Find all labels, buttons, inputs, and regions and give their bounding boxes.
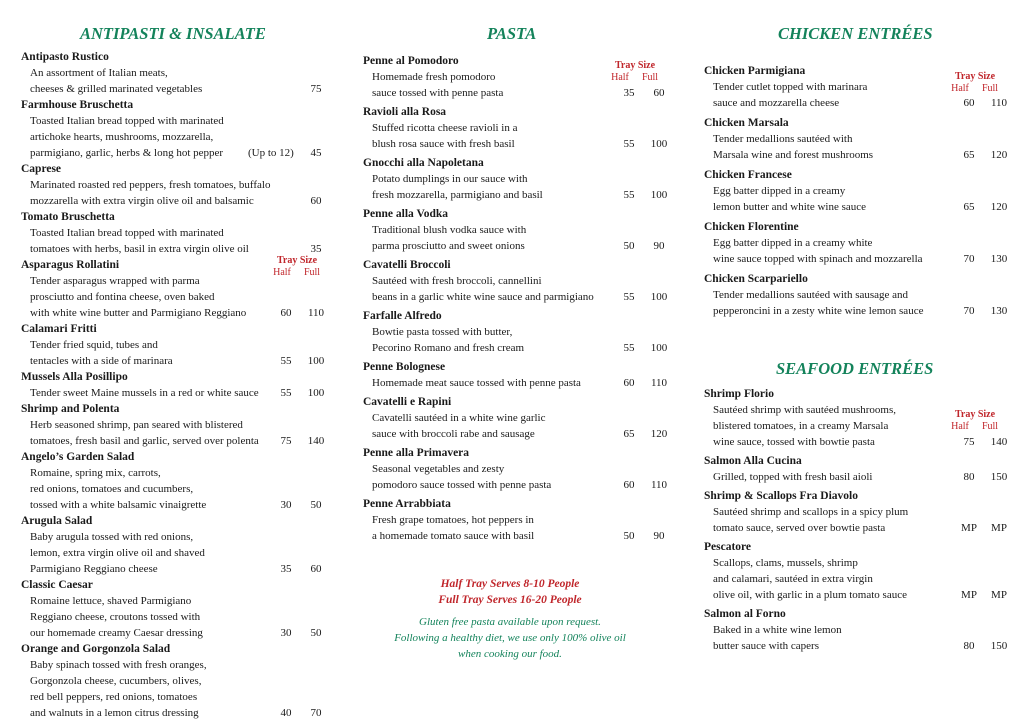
menu-item-description-line <box>21 241 336 257</box>
menu-item-description: Sautéed with fresh broccoli, cannellini <box>372 275 542 287</box>
menu-item-description: Potato dumplings in our sauce with <box>372 173 528 185</box>
menu-item-description-line <box>21 417 336 433</box>
menu-item-description-line <box>363 238 678 254</box>
menu-item <box>704 220 1019 267</box>
menu-item <box>363 360 678 391</box>
menu-item-description-line <box>21 529 336 545</box>
menu-item <box>704 540 1019 603</box>
menu-item-description: beans in a garlic white wine sauce and parmigiano <box>372 291 594 303</box>
half-tray-price: 40 <box>280 707 292 719</box>
half-tray-price: MP <box>961 589 977 601</box>
menu-item <box>363 207 678 254</box>
menu-item-description-line <box>704 402 1019 418</box>
menu-item-description: Traditional blush vodka sauce with <box>372 224 527 236</box>
menu-item-description-line <box>363 136 678 152</box>
menu-item-description-line <box>704 504 1019 520</box>
seafood-heading: SEAFOOD ENTRÉES <box>776 359 934 378</box>
menu-item-name: Angelo’s Garden Salad <box>21 451 135 463</box>
menu-item-description: artichoke hearts, mushrooms, mozzarella, <box>30 131 214 143</box>
menu-item-description: pomodoro sauce tossed with penne pasta <box>372 479 552 491</box>
half-tray-price: 55 <box>623 291 635 303</box>
menu-item-description-line <box>363 69 678 85</box>
full-tray-price: 50 <box>310 499 322 511</box>
menu-item-name: Calamari Fritti <box>21 323 97 335</box>
menu-item-description: Homemade fresh pomodoro <box>372 71 496 83</box>
full-tray-price: 150 <box>990 471 1008 483</box>
menu-item <box>363 156 678 203</box>
menu-item-description: Tender medallions sautéed with <box>713 133 853 145</box>
menu-item-description-line <box>21 193 336 209</box>
full-tray-price: 130 <box>990 253 1008 265</box>
full-tray-price: 90 <box>653 240 665 252</box>
tray-size-label: Tray Size <box>954 71 996 82</box>
half-tray-serves: Half Tray Serves 8-10 People <box>440 578 580 590</box>
menu-item-description-line <box>363 461 678 477</box>
menu-item-description: and walnuts in a lemon citrus dressing <box>30 707 199 719</box>
menu-item-description-line <box>363 375 678 391</box>
full-tray-serves: Full Tray Serves 16-20 People <box>438 594 582 606</box>
menu-item-description-line <box>21 561 336 577</box>
menu-item-description: Sautéed shrimp and scallops in a spicy plum <box>713 506 909 518</box>
full-label: Full <box>981 82 999 94</box>
menu-item-description: Bowtie pasta tossed with butter, <box>372 326 513 338</box>
menu-item-name: Chicken Francese <box>704 169 792 181</box>
antipasti-column <box>0 0 340 719</box>
half-tray-price: 55 <box>623 342 635 354</box>
full-label: Full <box>981 420 999 432</box>
menu-item-description: Tender medallions sautéed with sausage and <box>713 289 909 301</box>
menu-item <box>704 64 1019 111</box>
menu-item-name: Penne alla Primavera <box>363 447 470 459</box>
menu-item-description-line <box>704 131 1019 147</box>
menu-item <box>363 54 678 101</box>
menu-item-description-line <box>21 385 336 401</box>
menu-item-name: Classic Caesar <box>21 579 93 591</box>
half-tray-price: MP <box>961 522 977 534</box>
menu-item <box>21 642 336 721</box>
menu-item-description: tomatoes, fresh basil and garlic, served over polenta <box>30 435 259 447</box>
full-tray-price: 70 <box>310 707 322 719</box>
menu-item-description: sauce with broccoli rabe and sausage <box>372 428 535 440</box>
menu-item-name: Cavatelli e Rapini <box>363 396 452 408</box>
chicken-heading: CHICKEN ENTRÉES <box>778 24 933 43</box>
full-tray-price: MP <box>991 589 1007 601</box>
menu-item <box>704 607 1019 654</box>
menu-item-description-line <box>704 520 1019 536</box>
half-tray-price: 55 <box>623 138 635 150</box>
menu-item-name: Penne al Pomodoro <box>363 55 459 67</box>
menu-item-description: Toasted Italian bread topped with marinated <box>30 227 224 239</box>
menu-item-description: tomato sauce, served over bowtie pasta <box>713 522 886 534</box>
menu-item-description: Toasted Italian bread topped with marinated <box>30 115 224 127</box>
menu-item-description: lemon, extra virgin olive oil and shaved <box>30 547 205 559</box>
menu-item-description: Marinated roasted red peppers, fresh tomatoes, buffalo <box>30 179 271 191</box>
entrees-column <box>680 0 1024 683</box>
menu-item-description-line <box>704 235 1019 251</box>
half-tray-price: 55 <box>280 387 292 399</box>
menu-item-description: mozzarella with extra virgin olive oil and balsamic <box>30 195 254 207</box>
menu-item-description-line <box>363 426 678 442</box>
menu-item-description-line <box>21 337 336 353</box>
menu-item-description-line <box>704 95 1019 111</box>
menu-item-description: olive oil, with garlic in a plum tomato sauce <box>713 589 907 601</box>
half-tray-price: 60 <box>623 479 635 491</box>
menu-item-name: Chicken Scarpariello <box>704 273 808 285</box>
full-tray-price: 50 <box>310 627 322 639</box>
menu-item <box>363 105 678 152</box>
menu-item-description-line <box>704 251 1019 267</box>
menu-item-description: Tender fried squid, tubes and <box>30 339 158 351</box>
half-tray-price: 65 <box>963 149 975 161</box>
cooking-note: when cooking our food. <box>458 648 562 660</box>
menu-item-description: prosciutto and fontina cheese, oven baked <box>30 291 215 303</box>
menu-item-description: Egg batter dipped in a creamy <box>713 185 846 197</box>
antipasti-list <box>21 50 336 722</box>
half-tray-price: 80 <box>963 640 975 652</box>
menu-item-description: tentacles with a side of marinara <box>30 355 173 367</box>
menu-item-description-line <box>21 433 336 449</box>
half-tray-price: 70 <box>963 305 975 317</box>
full-tray-price: 45 <box>310 147 322 159</box>
menu-item-name: Cavatelli Broccoli <box>363 259 451 271</box>
menu-item <box>21 210 336 257</box>
menu-item-description-line <box>363 120 678 136</box>
half-tray-price: 30 <box>280 627 292 639</box>
pasta-list <box>363 54 678 548</box>
menu-item <box>21 98 336 161</box>
menu-item-description: blistered tomatoes, in a creamy Marsala <box>713 420 889 432</box>
half-tray-price: 35 <box>623 87 635 99</box>
menu-item-description-line <box>21 497 336 513</box>
menu-item-description: Baby spinach tossed with fresh oranges, <box>30 659 207 671</box>
menu-item-description-line <box>21 609 336 625</box>
menu-item-name: Penne Bolognese <box>363 361 446 373</box>
menu-item <box>704 387 1019 450</box>
menu-item <box>21 370 336 401</box>
menu-item-description-line <box>704 79 1019 95</box>
menu-item-description: Seasonal vegetables and zesty <box>372 463 505 475</box>
tray-size-label: Tray Size <box>614 60 656 71</box>
menu-item-description-line <box>363 187 678 203</box>
menu-item-name: Asparagus Rollatini <box>21 259 120 271</box>
menu-item-name: Arugula Salad <box>21 515 93 527</box>
menu-item-description-line <box>363 85 678 101</box>
menu-item-description-line <box>704 418 1019 434</box>
half-tray-price: 55 <box>623 189 635 201</box>
menu-item-description: sauce and mozzarella cheese <box>713 97 840 109</box>
menu-item-name: Farmhouse Bruschetta <box>21 99 134 111</box>
menu-item-description: red bell peppers, red onions, tomatoes <box>30 691 198 703</box>
full-tray-price: 90 <box>653 530 665 542</box>
full-tray-price: 120 <box>650 428 668 440</box>
menu-item-description: with white wine butter and Parmigiano Reggiano <box>30 307 247 319</box>
tray-size-label: Tray Size <box>276 255 318 266</box>
menu-item-description: Homemade meat sauce tossed with penne pasta <box>372 377 581 389</box>
full-tray-price: 60 <box>310 563 322 575</box>
full-tray-price: 110 <box>650 479 668 491</box>
menu-item-description-line <box>21 113 336 129</box>
full-tray-price: 100 <box>650 291 668 303</box>
menu-item <box>21 402 336 449</box>
full-tray-price: 100 <box>650 342 668 354</box>
menu-item <box>704 272 1019 319</box>
half-tray-price: 75 <box>280 435 292 447</box>
menu-item-description: Baby arugula tossed with red onions, <box>30 531 194 543</box>
menu-item-description-line <box>704 183 1019 199</box>
menu-item-description: Baked in a white wine lemon <box>713 624 842 636</box>
half-tray-price: 35 <box>280 563 292 575</box>
menu-item-description-line <box>363 222 678 238</box>
menu-item-description-line <box>704 587 1019 603</box>
menu-item-description-line <box>21 545 336 561</box>
menu-item-name: Chicken Marsala <box>704 117 789 129</box>
half-label: Half <box>951 420 969 432</box>
menu-item-description-line <box>363 289 678 305</box>
full-tray-price: 60 <box>310 195 322 207</box>
full-tray-price: 120 <box>990 201 1008 213</box>
half-tray-price: 50 <box>623 240 635 252</box>
menu-item-description-line <box>21 465 336 481</box>
menu-item-description: fresh mozzarella, parmigiano and basil <box>372 189 543 201</box>
half-label: Half <box>611 71 629 83</box>
tray-size-label: Tray Size <box>954 409 996 420</box>
menu-item-description: Marsala wine and forest mushrooms <box>713 149 874 161</box>
menu-item-description-line <box>21 481 336 497</box>
menu-item-description-line <box>21 689 336 705</box>
menu-item-description: parma prosciutto and sweet onions <box>372 240 525 252</box>
menu-item <box>704 168 1019 215</box>
dietary-note <box>340 614 680 662</box>
menu-item-description-line <box>704 638 1019 654</box>
full-label: Full <box>641 71 659 83</box>
menu-item-name: Orange and Gorgonzola Salad <box>21 643 171 655</box>
menu-item <box>21 50 336 97</box>
menu-item-description-line <box>21 145 336 161</box>
antipasti-heading: ANTIPASTI & INSALATE <box>80 24 266 43</box>
menu-item-description: a homemade tomato sauce with basil <box>372 530 535 542</box>
menu-item-description: Tender asparagus wrapped with parma <box>30 275 200 287</box>
menu-item-description: cheeses & grilled marinated vegetables <box>30 83 203 95</box>
menu-item-description-line <box>21 177 336 193</box>
menu-item-description: Herb seasoned shrimp, pan seared with blistered <box>30 419 243 431</box>
menu-item-name: Chicken Florentine <box>704 221 799 233</box>
menu-item-description: wine sauce topped with spinach and mozzarella <box>713 253 923 265</box>
gluten-free-note: Gluten free pasta available upon request. <box>419 616 601 628</box>
serving-note: (Up to 12) <box>248 147 294 159</box>
menu-item-description: Romaine, spring mix, carrots, <box>30 467 161 479</box>
menu-item-description-line <box>363 528 678 544</box>
full-tray-price: 100 <box>650 138 668 150</box>
half-tray-price: 70 <box>963 253 975 265</box>
menu-item-description-line <box>363 340 678 356</box>
olive-oil-note: Following a healthy diet, we use only 100% olive oil <box>394 632 626 644</box>
menu-item-description-line <box>363 171 678 187</box>
menu-item-description: Tender sweet Maine mussels in a red or white sauce <box>30 387 259 399</box>
menu-item-description: sauce tossed with penne pasta <box>372 87 504 99</box>
menu-item-description-line <box>704 303 1019 319</box>
menu-item <box>363 395 678 442</box>
menu-item <box>363 309 678 356</box>
menu-item-name: Shrimp & Scallops Fra Diavolo <box>704 490 858 502</box>
menu-item-description: our homemade creamy Caesar dressing <box>30 627 203 639</box>
full-tray-price: 100 <box>650 189 668 201</box>
menu-item-description: Romaine lettuce, shaved Parmigiano <box>30 595 192 607</box>
menu-item-description: An assortment of Italian meats, <box>30 67 168 79</box>
menu-item <box>21 578 336 641</box>
menu-item-description: tomatoes with herbs, basil in extra virgin olive oil <box>30 243 249 255</box>
half-tray-price: 60 <box>280 307 292 319</box>
pasta-column <box>340 0 680 683</box>
half-tray-price: 65 <box>623 428 635 440</box>
menu-item <box>21 514 336 577</box>
menu-item <box>21 450 336 513</box>
menu-item-description-line <box>704 622 1019 638</box>
menu-item-description-line <box>21 273 336 289</box>
menu-item-description: blush rosa sauce with fresh basil <box>372 138 515 150</box>
menu-item-name: Pescatore <box>704 541 752 553</box>
menu-item-description-line <box>21 353 336 369</box>
menu-item <box>363 258 678 305</box>
full-tray-price: 100 <box>307 387 325 399</box>
menu-item-description-line <box>21 705 336 721</box>
menu-item-description-line <box>21 305 336 321</box>
menu-item-description-line <box>363 273 678 289</box>
menu-item-description: tossed with a white balsamic vinaigrette <box>30 499 207 511</box>
chicken-list <box>704 64 1019 324</box>
menu-item-name: Ravioli alla Rosa <box>363 106 447 118</box>
menu-item-name: Mussels Alla Posillipo <box>21 371 128 383</box>
menu-item-description-line <box>704 147 1019 163</box>
menu-item <box>363 446 678 493</box>
tray-serves-note <box>340 576 680 608</box>
menu-item-description: butter sauce with capers <box>713 640 819 652</box>
menu-item-description: Cavatelli sautéed in a white wine garlic <box>372 412 546 424</box>
menu-item-description: Scallops, clams, mussels, shrimp <box>713 557 858 569</box>
menu-item-name: Salmon Alla Cucina <box>704 455 802 467</box>
full-tray-price: 100 <box>307 355 325 367</box>
full-tray-price: 140 <box>990 436 1008 448</box>
half-tray-price: 75 <box>963 436 975 448</box>
menu-item-name: Tomato Bruschetta <box>21 211 115 223</box>
menu-item-description: Grilled, topped with fresh basil aioli <box>713 471 873 483</box>
half-tray-price: 30 <box>280 499 292 511</box>
seafood-list <box>704 387 1019 658</box>
menu-item-description: red onions, tomatoes and cucumbers, <box>30 483 194 495</box>
menu-item-description: Egg batter dipped in a creamy white <box>713 237 873 249</box>
half-tray-price: 60 <box>963 97 975 109</box>
menu-item-description: pepperoncini in a zesty white wine lemon sauce <box>713 305 924 317</box>
menu-item <box>363 497 678 544</box>
menu-item-description: Gorgonzola cheese, cucumbers, olives, <box>30 675 202 687</box>
menu-item <box>704 454 1019 485</box>
menu-item-description-line <box>21 625 336 641</box>
full-tray-price: 120 <box>990 149 1008 161</box>
menu-item-description: and calamari, sautéed in extra virgin <box>713 573 873 585</box>
menu-item-name: Penne alla Vodka <box>363 208 448 220</box>
menu-item-description-line <box>21 593 336 609</box>
menu-item-name: Antipasto Rustico <box>21 51 109 63</box>
menu-item-name: Chicken Parmigiana <box>704 65 806 77</box>
half-tray-price: 65 <box>963 201 975 213</box>
menu-item-description-line <box>21 289 336 305</box>
menu-item-name: Shrimp Florio <box>704 388 774 400</box>
half-label: Half <box>951 82 969 94</box>
full-tray-price: 130 <box>990 305 1008 317</box>
menu-item-description: Sautéed shrimp with sautéed mushrooms, <box>713 404 897 416</box>
pasta-heading: PASTA <box>487 24 537 43</box>
menu-item <box>704 116 1019 163</box>
full-tray-price: 110 <box>307 307 325 319</box>
menu-item-description-line <box>21 225 336 241</box>
menu-item-description-line <box>704 571 1019 587</box>
menu-item-description: Reggiano cheese, croutons tossed with <box>30 611 201 623</box>
menu-item-description-line <box>21 81 336 97</box>
menu-item-description-line <box>704 199 1019 215</box>
full-tray-price: 110 <box>990 97 1008 109</box>
menu-item-name: Gnocchi alla Napoletana <box>363 157 484 169</box>
menu-item-description: Pecorino Romano and fresh cream <box>372 342 525 354</box>
full-label: Full <box>303 266 321 278</box>
menu-item-name: Farfalle Alfredo <box>363 310 442 322</box>
menu-item-description-line <box>363 324 678 340</box>
menu-item-description: Parmigiano Reggiano cheese <box>30 563 158 575</box>
menu-item-description-line <box>21 673 336 689</box>
menu-item-name: Caprese <box>21 163 62 175</box>
menu-item-description: Fresh grape tomatoes, hot peppers in <box>372 514 534 526</box>
menu-item-description-line <box>704 287 1019 303</box>
full-tray-price: 35 <box>310 243 322 255</box>
menu-item-description-line <box>704 434 1019 450</box>
full-tray-price: 140 <box>307 435 325 447</box>
menu-item-description-line <box>21 65 336 81</box>
half-label: Half <box>273 266 291 278</box>
menu-item-description-line <box>704 469 1019 485</box>
menu-item-description: Tender cutlet topped with marinara <box>713 81 868 93</box>
menu-item-description: parmigiano, garlic, herbs & long hot pepper <box>30 147 224 159</box>
menu-item-description: Stuffed ricotta cheese ravioli in a <box>372 122 518 134</box>
full-tray-price: 75 <box>310 83 322 95</box>
menu-item <box>704 489 1019 536</box>
menu-item-name: Shrimp and Polenta <box>21 403 120 415</box>
full-tray-price: 110 <box>650 377 668 389</box>
menu-item-description-line <box>363 512 678 528</box>
menu-item <box>21 258 336 321</box>
half-tray-price: 50 <box>623 530 635 542</box>
full-tray-price: 150 <box>990 640 1008 652</box>
menu-item-name: Penne Arrabbiata <box>363 498 451 510</box>
menu-item-name: Salmon al Forno <box>704 608 786 620</box>
menu-item-description: wine sauce, tossed with bowtie pasta <box>713 436 875 448</box>
full-tray-price: 60 <box>653 87 665 99</box>
menu-item-description-line <box>363 410 678 426</box>
half-tray-price: 60 <box>623 377 635 389</box>
menu-item-description-line <box>21 129 336 145</box>
menu-item <box>21 162 336 209</box>
menu-item-description-line <box>704 555 1019 571</box>
half-tray-price: 80 <box>963 471 975 483</box>
full-tray-price: MP <box>991 522 1007 534</box>
menu-item-description-line <box>363 477 678 493</box>
half-tray-price: 55 <box>280 355 292 367</box>
menu-item-description-line <box>21 657 336 673</box>
menu-item-description: lemon butter and white wine sauce <box>713 201 867 213</box>
menu-item <box>21 322 336 369</box>
